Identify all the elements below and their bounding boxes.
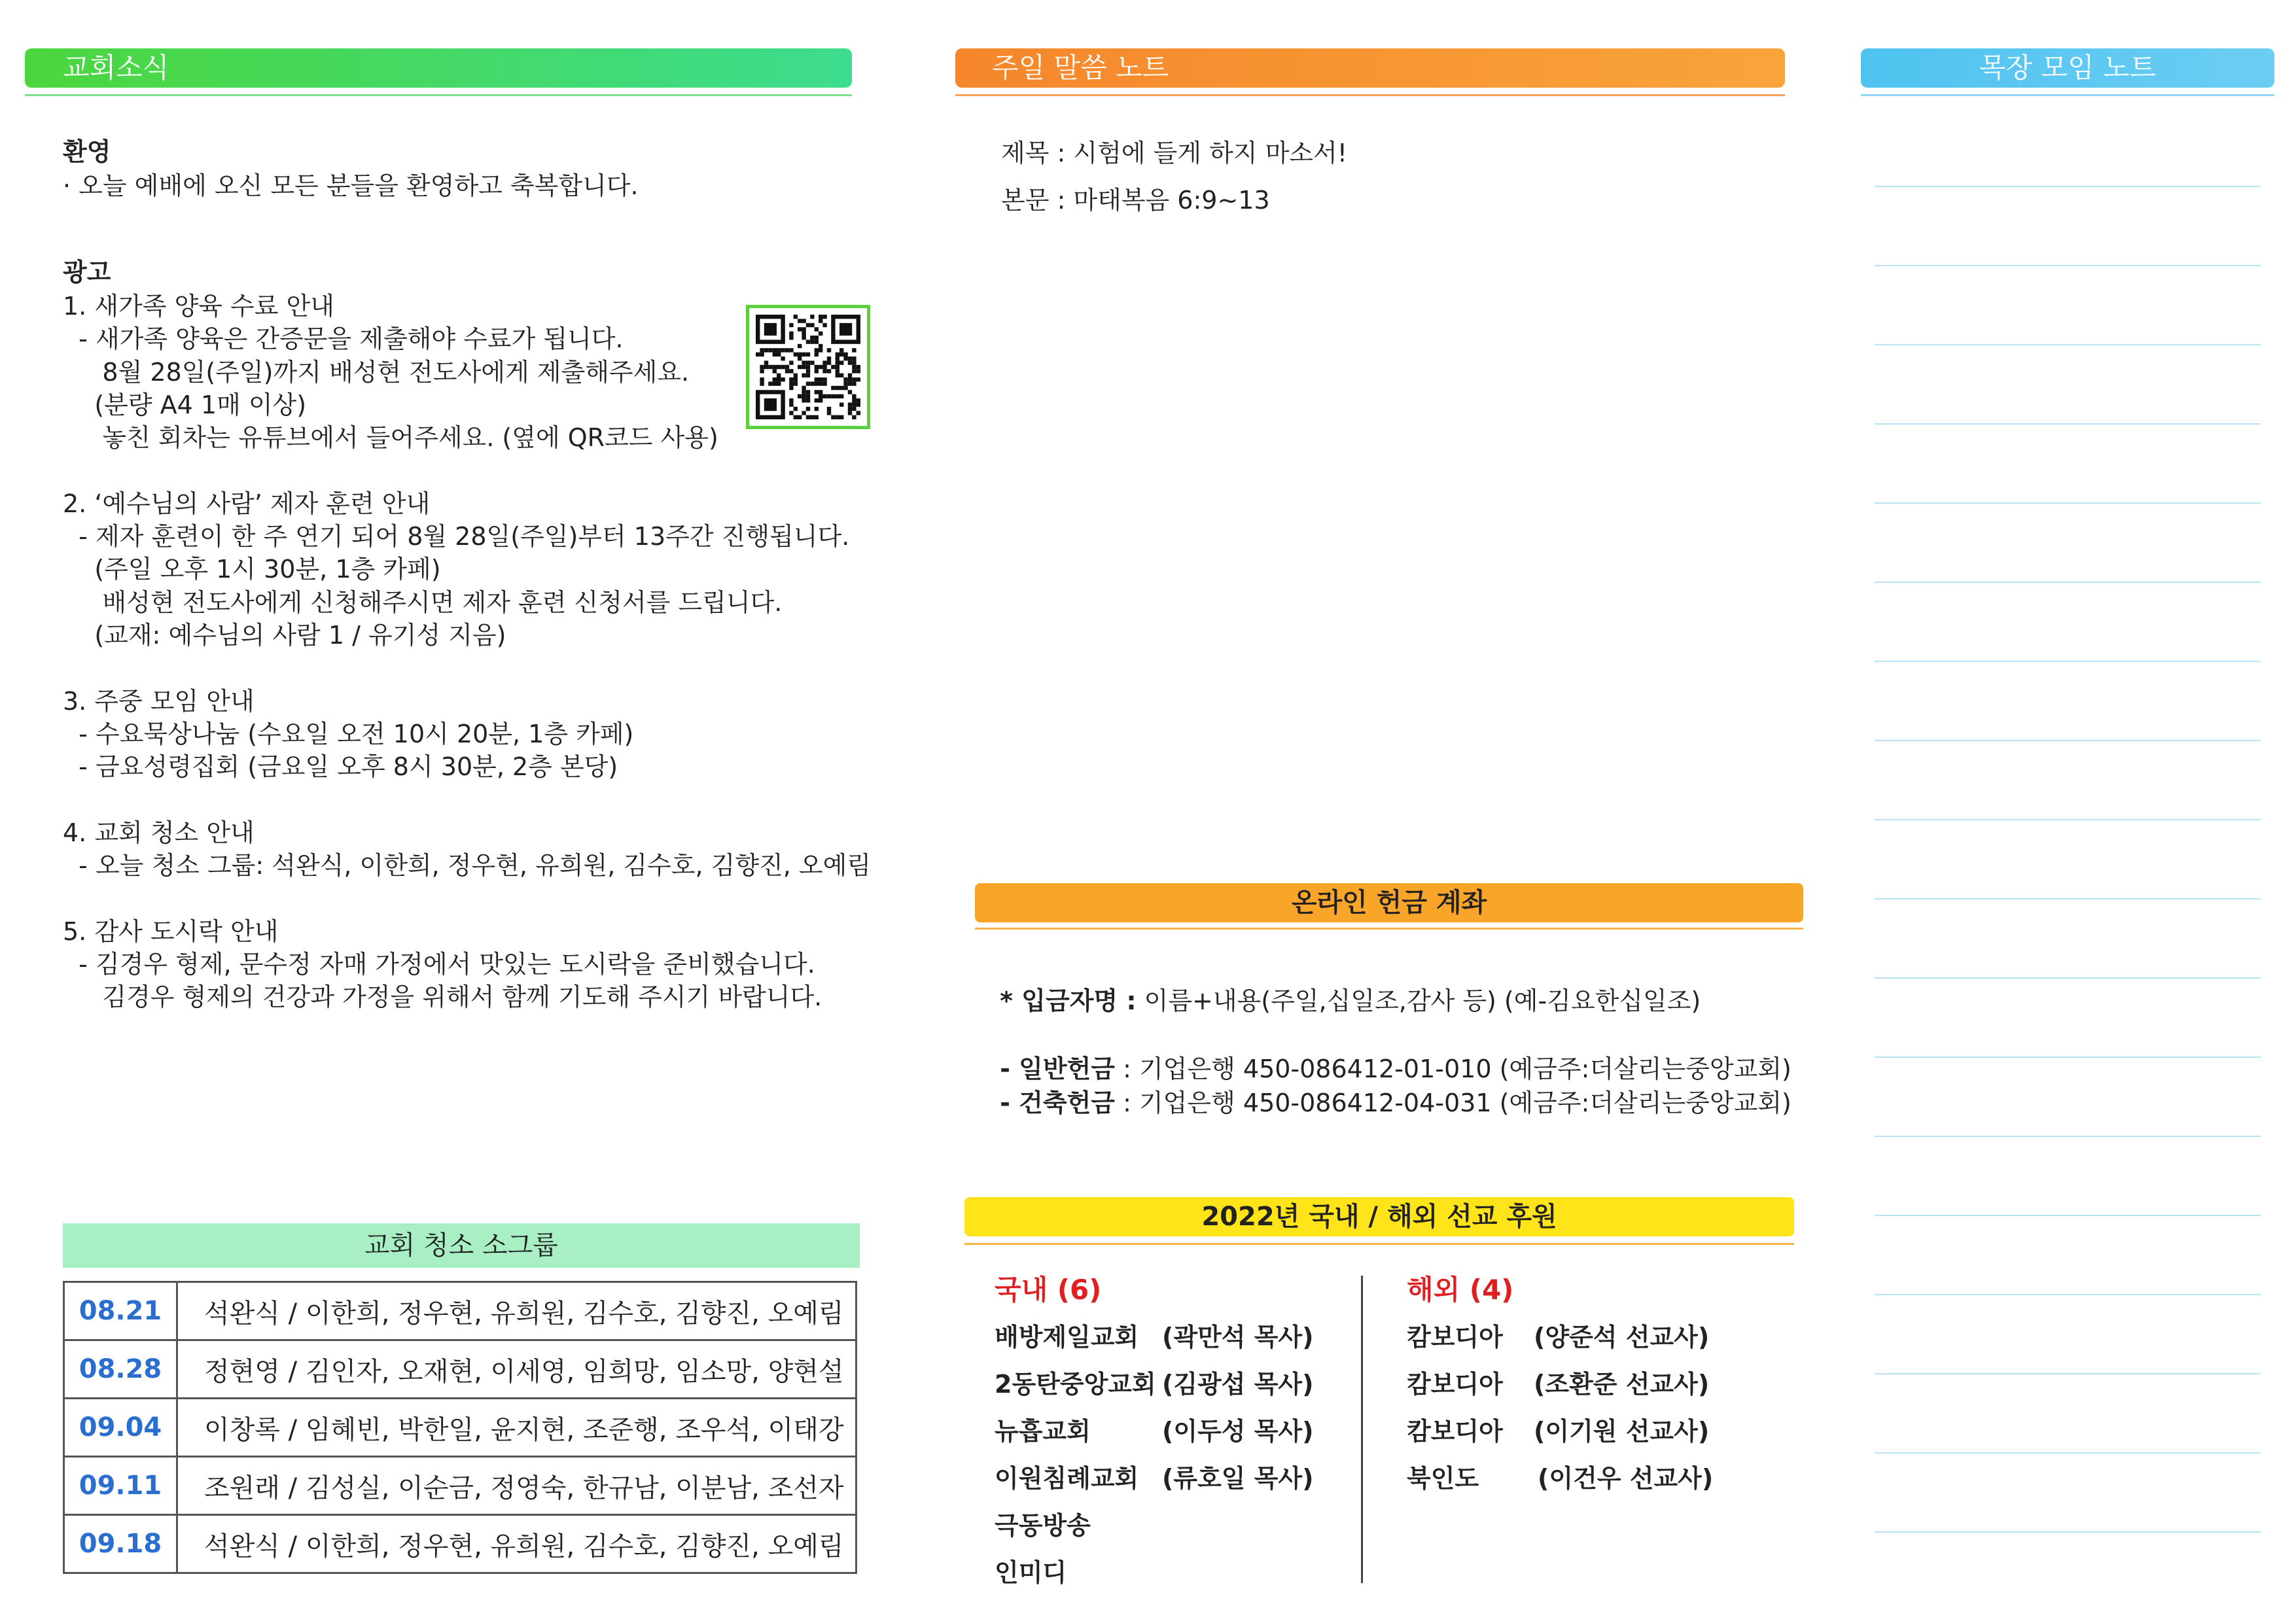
cleaning-names: 석완식 / 이한희, 정우현, 유희원, 김수호, 김향진, 오예림 [177,1282,857,1340]
qr-module [802,336,805,340]
qr-module [798,344,802,348]
welcome-text: · 오늘 예배에 오신 모든 분들을 환영하고 축복합니다. [63,171,639,200]
note-line [1875,1531,2261,1533]
qr-module [839,353,843,357]
qr-code[interactable] [746,305,870,429]
qr-module [773,377,777,381]
ads-line: (주일 오후 1시 30분, 1층 카페) [63,555,441,584]
ads-line: - 수요묵상나눔 (수요일 오전 10시 20분, 1층 카페) [63,719,634,748]
ads-line: - 금요성령집회 (금요일 오후 8시 30분, 2층 본당) [63,752,618,782]
qr-module [815,415,819,419]
note-line [1875,1136,2261,1137]
qr-module [768,381,772,385]
qr-module [839,323,852,336]
qr-module [827,407,831,411]
qr-module [827,360,831,364]
qr-module [760,348,764,352]
qr-module [843,377,847,381]
qr-module [764,360,768,364]
cleaning-date: 08.21 [64,1282,177,1340]
qr-module [819,381,822,385]
qr-module [777,348,781,352]
qr-module [806,394,810,398]
qr-module [852,348,856,352]
qr-module [794,415,798,419]
ads-line: 5. 감사 도시락 안내 [63,916,279,946]
qr-module [777,377,781,381]
qr-module [857,411,860,415]
qr-module [794,315,798,319]
overseas-pastor: (이건우 선교사) [1538,1464,1714,1493]
qr-module [827,357,831,360]
qr-module [819,315,822,319]
qr-module [852,407,856,411]
qr-module [806,369,810,373]
qr-module [764,348,768,352]
sermon-header-title: 주일 말씀 노트 [992,52,1169,84]
qr-module [815,390,819,394]
qr-module [806,353,810,357]
qr-module [839,360,843,364]
qr-code-pattern [756,315,860,419]
cleaning-names: 석완식 / 이한희, 정우현, 유희원, 김수호, 김향진, 오예림 [177,1515,857,1573]
qr-module [839,415,843,419]
qr-module [852,398,856,402]
leader-note-header [1861,48,2274,88]
cleaning-date: 08.28 [64,1340,177,1399]
note-line [1875,977,2261,979]
note-line [1875,1056,2261,1058]
qr-module [760,377,764,381]
domestic-pastor: (곽만석 목사) [1162,1323,1314,1352]
qr-module [806,390,810,394]
qr-module [760,353,764,357]
offering-building-label: - 건축헌금 [1000,1089,1116,1117]
domestic-name: 배방제일교회 [995,1323,1139,1352]
qr-module [831,415,835,419]
qr-module [836,369,839,373]
qr-module [777,353,781,357]
qr-module [798,394,802,398]
qr-module [806,398,810,402]
overseas-name: 캄보디아 [1407,1323,1503,1352]
qr-module [798,365,802,369]
qr-module [836,357,839,360]
qr-module [852,360,856,364]
ads-line: - 오늘 청소 그룹: 석완식, 이한희, 정우현, 유희원, 김수호, 김향진, 오예림 [63,851,872,881]
overseas-pastor: (이기원 선교사) [1534,1417,1710,1446]
note-line [1875,344,2261,345]
qr-module [852,394,856,398]
domestic-name: 이원침례교회 [995,1464,1139,1493]
qr-module [781,377,785,381]
qr-module [810,360,814,364]
cleaning-title-text: 교회 청소 소그룹 [364,1230,558,1261]
qr-module [831,394,835,398]
ads-line: - 제자 훈련이 한 주 연기 되어 8월 28일(주일)부터 13주간 진행됩니다. [63,522,850,551]
table-row [64,1515,857,1573]
qr-module [848,360,852,364]
qr-module [815,369,819,373]
qr-module [760,369,764,373]
overseas-name: 캄보디아 [1407,1417,1503,1446]
qr-module [852,415,856,419]
ads-line: (분량 A4 1매 이상) [63,390,307,419]
qr-module [857,377,860,381]
qr-module [836,365,839,369]
ads-title: 광고 [63,258,111,287]
qr-module [848,377,852,381]
qr-module [789,348,793,352]
offering-depositor-label: * 입금자명 : [1000,986,1137,1015]
qr-module [810,323,814,327]
qr-module [802,353,805,357]
qr-module [839,402,843,406]
cleaning-names: 정현영 / 김인자, 오재현, 이세영, 임희망, 임소망, 양현설 [177,1340,857,1399]
qr-module [777,374,781,377]
news-header [25,48,852,88]
qr-module [806,360,810,364]
sermon-header-underline [955,94,1785,96]
qr-module [773,365,777,369]
qr-module [852,369,856,373]
domestic-pastor: (이두성 목사) [1162,1417,1314,1446]
ads-line: 김경우 형제의 건강과 가정을 위해서 함께 기도해 주시기 바랍니다. [63,983,822,1012]
qr-module [848,402,852,406]
qr-module [815,336,819,340]
table-row [64,1340,857,1399]
qr-module [802,319,805,323]
qr-module [848,374,852,377]
qr-module [815,377,819,381]
qr-module [810,315,814,319]
qr-module [822,369,826,373]
qr-module [802,394,805,398]
qr-module [785,348,789,352]
qr-module [802,390,805,394]
qr-module [810,381,814,385]
qr-module [819,365,822,369]
qr-module [794,381,798,385]
qr-module [827,394,831,398]
mission-header [964,1197,1794,1236]
note-line [1875,423,2261,425]
qr-module [802,411,805,415]
cleaning-date: 09.11 [64,1457,177,1515]
qr-module [756,353,760,357]
qr-module [815,327,819,331]
mission-header-underline [964,1243,1794,1245]
welcome-title: 환영 [63,137,111,166]
qr-module [852,365,856,369]
qr-module [802,374,805,377]
qr-module [843,353,847,357]
qr-module [794,353,798,357]
qr-module [764,323,777,336]
qr-module [802,327,805,331]
qr-module [839,348,843,352]
qr-module [810,340,814,343]
qr-module [852,357,856,360]
qr-module [852,402,856,406]
ads-line: - 새가족 양육은 간증문을 제출해야 수료가 됩니다. [63,324,624,354]
qr-module [839,374,843,377]
note-line [1875,265,2261,266]
qr-module [802,360,805,364]
offering-building [984,1052,1792,1120]
qr-module [857,365,860,369]
offering-general-label: - 일반헌금 [1000,1055,1116,1083]
qr-module [794,374,798,377]
qr-module [819,348,822,352]
qr-module [852,381,856,385]
note-line [1875,898,2261,899]
qr-module [806,415,810,419]
cleaning-date: 09.18 [64,1515,177,1573]
qr-module [827,411,831,415]
qr-module [810,415,814,419]
qr-module [815,353,819,357]
cleaning-table [63,1281,857,1574]
overseas-pastor: (조환준 선교사) [1534,1370,1710,1399]
qr-module [764,398,777,411]
qr-module [781,348,785,352]
qr-module [806,340,810,343]
qr-module [857,369,860,373]
qr-module [781,357,785,360]
leader-note-header-underline [1861,94,2274,96]
qr-module [815,348,819,352]
sermon-scripture: 본문 : 마태복음 6:9~13 [1001,186,1270,215]
qr-module [819,344,822,348]
note-line [1875,1294,2261,1295]
qr-module [857,402,860,406]
qr-module [819,390,822,394]
qr-module [781,365,785,369]
qr-module [822,360,826,364]
qr-module [836,374,839,377]
domestic-name: 극동방송 [995,1511,1091,1540]
qr-module [806,381,810,385]
ads-line: 4. 교회 청소 안내 [63,818,255,847]
qr-module [843,381,847,385]
qr-module [822,381,826,385]
ads-line: - 김경우 형제, 문수정 자매 가정에서 맛있는 도시락을 준비했습니다. [63,950,815,979]
qr-module [789,386,793,390]
qr-module [806,365,810,369]
qr-module [831,386,835,390]
qr-module [815,365,819,369]
ads-line: 2. ‘예수님의 사람’ 제자 훈련 안내 [63,489,431,518]
offering-building-text: : 기업은행 450-086412-04-031 (예금주:더살리는중앙교회) [1115,1089,1792,1117]
qr-module [857,398,860,402]
qr-module [836,415,839,419]
overseas-name: 캄보디아 [1407,1370,1503,1399]
qr-module [785,365,789,369]
qr-module [839,386,843,390]
leader-note-header-title: 목장 모임 노트 [1979,52,2157,84]
qr-module [822,377,826,381]
note-line [1875,740,2261,741]
qr-module [839,394,843,398]
note-line [1875,186,2261,187]
mission-header-title: 2022년 국내 / 해외 선교 후원 [1201,1202,1557,1232]
qr-module [827,369,831,373]
qr-module [822,365,826,369]
qr-module [768,365,772,369]
qr-module [843,386,847,390]
qr-module [777,381,781,385]
qr-module [836,353,839,357]
qr-module [789,402,793,406]
qr-module [785,369,789,373]
qr-module [773,353,777,357]
note-line [1875,819,2261,820]
qr-module [831,365,835,369]
qr-module [848,411,852,415]
qr-module [819,319,822,323]
sermon-title: 제목 : 시험에 들게 하지 마소서! [1001,139,1347,167]
qr-module [848,407,852,411]
qr-module [798,357,802,360]
domestic-pastor: (류호일 목사) [1162,1464,1314,1493]
offering-depositor-text: 이름+내용(주일,십일조,감사 등) (예-김요한십일조) [1136,986,1701,1015]
domestic-pastor: (김광섭 목사) [1162,1370,1314,1399]
qr-module [836,386,839,390]
qr-module [768,348,772,352]
qr-module [789,323,793,327]
qr-module [789,398,793,402]
qr-module [815,398,819,402]
mission-divider [1361,1276,1363,1583]
qr-module [789,336,793,340]
qr-module [827,348,831,352]
qr-module [819,398,822,402]
domestic-name: 인미디 [995,1558,1067,1587]
qr-module [819,332,822,336]
table-row [64,1282,857,1340]
qr-module [815,340,819,343]
qr-module [852,377,856,381]
news-header-title: 교회소식 [63,52,169,84]
ads-line: 3. 주중 모임 안내 [63,686,255,716]
qr-module [802,386,805,390]
qr-module [773,348,777,352]
qr-module [789,411,793,415]
cleaning-names: 이창록 / 임혜빈, 박한일, 윤지현, 조준행, 조우석, 이태강 [177,1399,857,1457]
note-line [1875,1215,2261,1216]
ads-line: 1. 새가족 양육 수료 안내 [63,292,334,321]
qr-module [836,394,839,398]
qr-module [798,319,802,323]
qr-module [789,381,793,385]
qr-module [798,353,802,357]
qr-module [806,374,810,377]
domestic-name: 2동탄중앙교회 [995,1370,1156,1399]
qr-module [810,336,814,340]
qr-module [773,381,777,385]
qr-module [848,357,852,360]
qr-module [764,365,768,369]
domestic-name: 뉴흡교회 [995,1417,1091,1446]
qr-module [802,332,805,336]
qr-module [773,369,777,373]
qr-module [789,377,793,381]
qr-module [777,365,781,369]
ads-line: 배성현 전도사에게 신청해주시면 제자 훈련 신청서를 드립니다. [63,587,783,617]
ads-line: (교재: 예수님의 사람 1 / 유기성 지음) [63,621,506,650]
offering-general-text: : 기업은행 450-086412-01-010 (예금주:더살리는중앙교회) [1115,1055,1792,1083]
note-line [1875,1373,2261,1374]
qr-module [836,360,839,364]
domestic-title: 국내 (6) [995,1274,1102,1306]
qr-module [819,377,822,381]
qr-module [789,332,793,336]
qr-module [822,315,826,319]
qr-module [806,323,810,327]
note-line [1875,1452,2261,1454]
offering-header-title: 온라인 헌금 계좌 [1291,888,1487,918]
ads-line: 8월 28일(주일)까지 배성현 전도사에게 제출해주세요. [63,357,690,387]
qr-module [802,365,805,369]
qr-module [822,394,826,398]
qr-module [794,377,798,381]
qr-module [760,381,764,385]
cleaning-date: 09.04 [64,1399,177,1457]
news-header-underline [25,94,852,96]
qr-module [815,407,819,411]
note-line [1875,661,2261,662]
cleaning-title [63,1223,860,1268]
qr-module [789,369,793,373]
qr-module [843,357,847,360]
note-line [1875,582,2261,583]
qr-module [819,394,822,398]
ads-line: 놓친 회차는 유튜브에서 들어주세요. (옆에 QR코드 사용) [63,423,718,453]
qr-module [798,415,802,419]
sermon-header [955,48,1785,88]
table-row [64,1399,857,1457]
table-row [64,1457,857,1515]
qr-module [848,381,852,385]
qr-module [798,327,802,331]
offering-header [975,883,1803,922]
qr-module [806,407,810,411]
qr-module [848,390,852,394]
offering-depositor [984,950,1701,1018]
qr-module [789,360,793,364]
overseas-pastor: (양준석 선교사) [1534,1323,1710,1352]
qr-module [822,323,826,327]
qr-module [794,407,798,411]
qr-module [802,398,805,402]
qr-module [815,381,819,385]
note-line [1875,502,2261,504]
cleaning-names: 조원래 / 김성실, 이순금, 정영숙, 한규남, 이분남, 조선자 [177,1457,857,1515]
offering-header-underline [975,928,1803,930]
qr-module [760,365,764,369]
overseas-name: 북인도 [1407,1464,1479,1493]
overseas-title: 해외 (4) [1407,1274,1514,1306]
